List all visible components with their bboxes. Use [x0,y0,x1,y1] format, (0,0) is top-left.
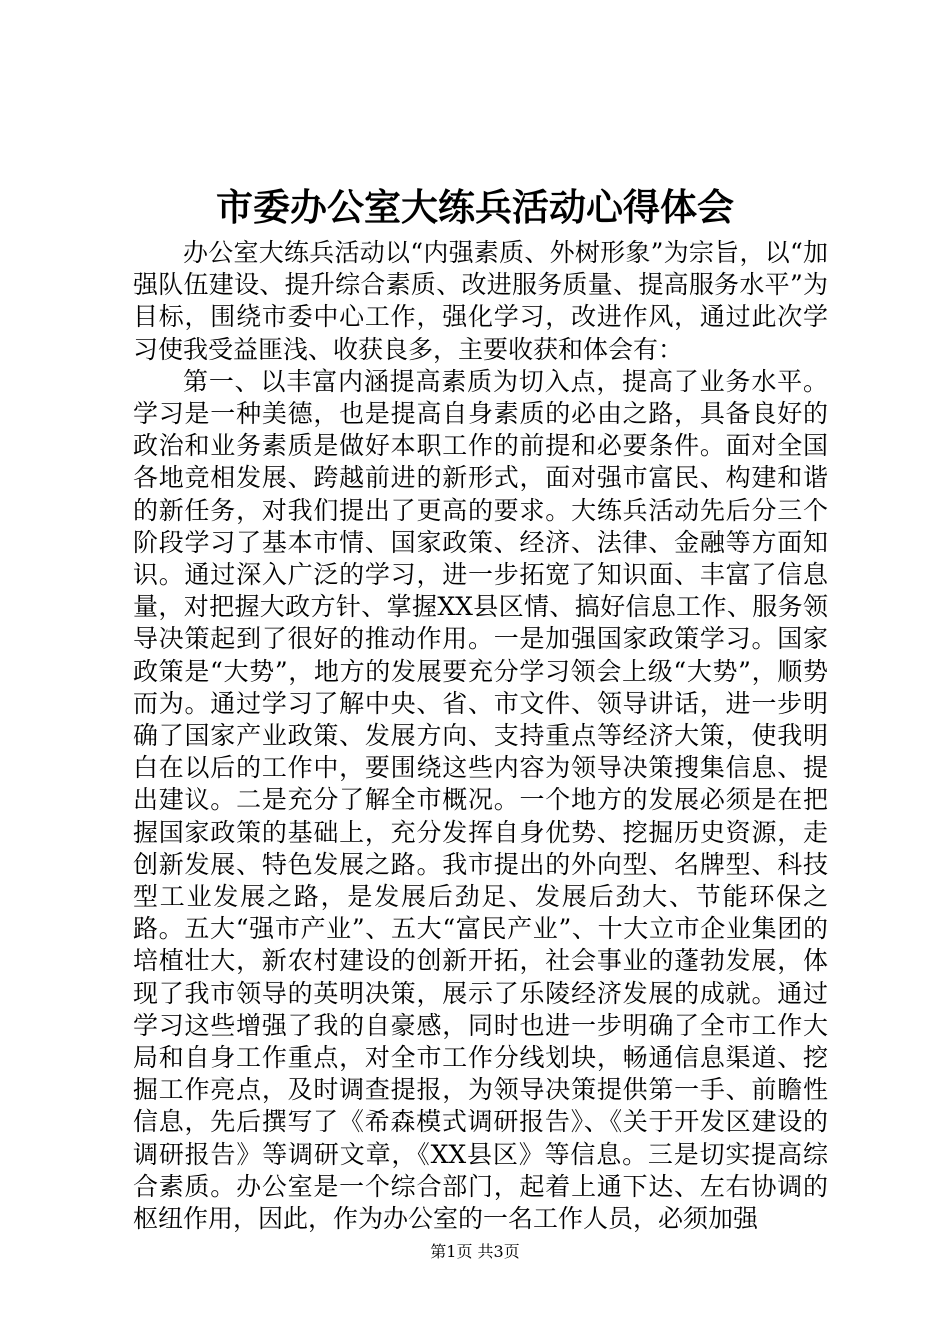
document-title: 市委办公室大练兵活动心得体会 [216,185,734,229]
paragraph-first-point: 第一、以丰富内涵提高素质为切入点，提高了业务水平。学习是一种美德，也是提高自身素质的必由之路，具备良好的政治和业务素质是做好本职工作的前提和必要条件。面对全国各地竞相发展、跨越前进的新形式，面对强市富民、构建和谐的新任务，对我们提出了更高的要求。大练兵活动先后分三个阶段学习了基本市情、国家政策、经济、法律、金融等方面知识。通过深入广泛的学习，进一步拓宽了知识面、丰富了信息量，对把握大政方针、掌握XX县区情、搞好信息工作、服务领导决策起到了很好的推动作用。一是加强国家政策学习。国家政策是“大势”，地方的发展要充分学习领会上级“大势”，顺势而为。通过学习了解中央、省、市文件、领导讲话，进一步明确了国家产业政策、发展方向、支持重点等经济大策，使我明白在以后的工作中，要围绕这些内容为领导决策搜集信息、提出建议。二是充分了解全市概况。一个地方的发展必须是在把握国家政策的基础上，充分发挥自身优势、挖掘历史资源，走创新发展、特色发展之路。我市提出的外向型、名牌型、科技型工业发展之路，是发展后劲足、发展后劲大、节能环保之路。五大“强市产业”、五大“富民产业”、十大立市企业集团的培植壮大，新农村建设的创新开拓，社会事业的蓬勃发展，体现了我市领导的英明决策，展示了乐陵经济发展的成就。通过学习这些增强了我的自豪感，同时也进一步明确了全市工作大局和自身工作重点，对全市工作分线划块，畅通信息渠道、挖掘工作亮点，及时调查提报，为领导决策提供第一手、前瞻性信息，先后撰写了《希森模式调研报告》、《关于开发区建设的调研报告》等调研文章，《XX县区》等信息。三是切实提高综合素质。办公室是一个综合部门，起着上通下达、左右协调的枢纽作用，因此，作为办公室的一名工作人员，必须加强 [133,366,828,1234]
document-body [133,237,828,1235]
paragraph-intro: 办公室大练兵活动以“内强素质、外树形象”为宗旨，以“加强队伍建设、提升综合素质、改进服务质量、提高服务水平”为目标，围绕市委中心工作，强化学习，改进作风，通过此次学习使我受益匪浅、收获良多，主要收获和体会有： [133,238,828,364]
page-number-footer: 第1页 共3页 [430,1242,520,1261]
